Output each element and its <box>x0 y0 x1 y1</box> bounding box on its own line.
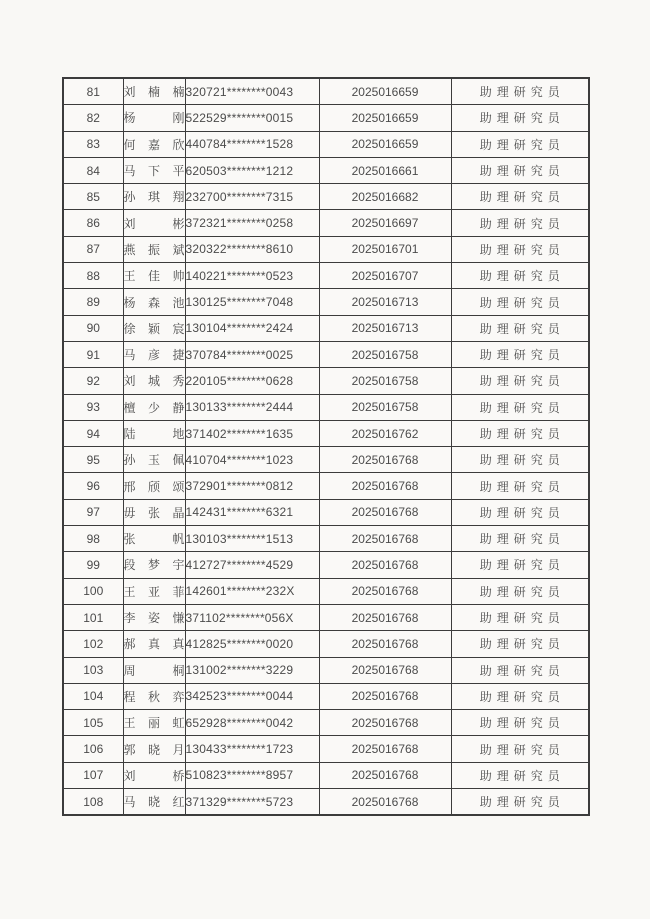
job-title-cell: 助理研究员 <box>451 289 589 315</box>
row-number-cell: 92 <box>63 368 123 394</box>
job-title-cell: 助理研究员 <box>451 683 589 709</box>
id-number-cell: 220105********0628 <box>185 368 319 394</box>
certificate-number-cell: 2025016713 <box>319 289 451 315</box>
job-title-cell: 助理研究员 <box>451 604 589 630</box>
certificate-number-cell: 2025016768 <box>319 578 451 604</box>
job-title-cell: 助理研究员 <box>451 762 589 788</box>
person-name-cell: 周桐 <box>123 657 185 683</box>
row-number-cell: 96 <box>63 473 123 499</box>
job-title-cell: 助理研究员 <box>451 157 589 183</box>
job-title-cell: 助理研究员 <box>451 105 589 131</box>
certificate-number-cell: 2025016697 <box>319 210 451 236</box>
certificate-number-cell: 2025016713 <box>319 315 451 341</box>
person-name-cell: 檀少静 <box>123 394 185 420</box>
job-title-cell: 助理研究员 <box>451 368 589 394</box>
row-number-cell: 97 <box>63 499 123 525</box>
certificate-number-cell: 2025016768 <box>319 552 451 578</box>
certificate-number-cell: 2025016768 <box>319 473 451 499</box>
id-number-cell: 410704********1023 <box>185 447 319 473</box>
id-number-cell: 342523********0044 <box>185 683 319 709</box>
job-title-cell: 助理研究员 <box>451 263 589 289</box>
row-number-cell: 95 <box>63 447 123 473</box>
person-name-cell: 刘城秀 <box>123 368 185 394</box>
table-row <box>63 552 589 578</box>
row-number-cell: 89 <box>63 289 123 315</box>
table-row <box>63 447 589 473</box>
id-number-cell: 412727********4529 <box>185 552 319 578</box>
table-row <box>63 341 589 367</box>
table-row <box>63 184 589 210</box>
row-number-cell: 102 <box>63 631 123 657</box>
id-number-cell: 522529********0015 <box>185 105 319 131</box>
id-number-cell: 652928********0042 <box>185 710 319 736</box>
table-row <box>63 683 589 709</box>
certificate-number-cell: 2025016758 <box>319 341 451 367</box>
person-name-cell: 刘桥 <box>123 762 185 788</box>
row-number-cell: 85 <box>63 184 123 210</box>
table-row <box>63 78 589 105</box>
certificate-number-cell: 2025016768 <box>319 447 451 473</box>
certificate-number-cell: 2025016768 <box>319 710 451 736</box>
person-name-cell: 燕振斌 <box>123 236 185 262</box>
job-title-cell: 助理研究员 <box>451 499 589 525</box>
table-row <box>63 394 589 420</box>
table-row <box>63 736 589 762</box>
person-name-cell: 郝真真 <box>123 631 185 657</box>
certificate-number-cell: 2025016762 <box>319 420 451 446</box>
row-number-cell: 104 <box>63 683 123 709</box>
id-number-cell: 372901********0812 <box>185 473 319 499</box>
table-row <box>63 789 589 816</box>
row-number-cell: 100 <box>63 578 123 604</box>
row-number-cell: 87 <box>63 236 123 262</box>
table-row <box>63 473 589 499</box>
person-name-cell: 杨森池 <box>123 289 185 315</box>
certificate-number-cell: 2025016682 <box>319 184 451 210</box>
table-row <box>63 131 589 157</box>
row-number-cell: 94 <box>63 420 123 446</box>
certificate-number-cell: 2025016768 <box>319 736 451 762</box>
person-name-cell: 陆地 <box>123 420 185 446</box>
table-row <box>63 368 589 394</box>
row-number-cell: 91 <box>63 341 123 367</box>
row-number-cell: 86 <box>63 210 123 236</box>
person-name-cell: 孙玉佩 <box>123 447 185 473</box>
person-name-cell: 杨刚 <box>123 105 185 131</box>
job-title-cell: 助理研究员 <box>451 578 589 604</box>
person-name-cell: 段梦宇 <box>123 552 185 578</box>
certificate-number-cell: 2025016758 <box>319 394 451 420</box>
id-number-cell: 130104********2424 <box>185 315 319 341</box>
id-number-cell: 142431********6321 <box>185 499 319 525</box>
certificate-number-cell: 2025016659 <box>319 131 451 157</box>
job-title-cell: 助理研究员 <box>451 447 589 473</box>
job-title-cell: 助理研究员 <box>451 78 589 105</box>
row-number-cell: 82 <box>63 105 123 131</box>
table-row <box>63 762 589 788</box>
certificate-number-cell: 2025016659 <box>319 78 451 105</box>
job-title-cell: 助理研究员 <box>451 552 589 578</box>
person-name-cell: 程秋弈 <box>123 683 185 709</box>
id-number-cell: 232700********7315 <box>185 184 319 210</box>
id-number-cell: 371329********5723 <box>185 789 319 816</box>
certificate-number-cell: 2025016768 <box>319 789 451 816</box>
job-title-cell: 助理研究员 <box>451 789 589 816</box>
table-row <box>63 420 589 446</box>
table-row <box>63 263 589 289</box>
id-number-cell: 440784********1528 <box>185 131 319 157</box>
table-row <box>63 578 589 604</box>
id-number-cell: 131002********3229 <box>185 657 319 683</box>
job-title-cell: 助理研究员 <box>451 710 589 736</box>
person-name-cell: 马晓红 <box>123 789 185 816</box>
person-name-cell: 徐颖宸 <box>123 315 185 341</box>
job-title-cell: 助理研究员 <box>451 210 589 236</box>
table-row <box>63 657 589 683</box>
person-name-cell: 马彦捷 <box>123 341 185 367</box>
row-number-cell: 105 <box>63 710 123 736</box>
job-title-cell: 助理研究员 <box>451 394 589 420</box>
person-name-cell: 邢颀颂 <box>123 473 185 499</box>
job-title-cell: 助理研究员 <box>451 631 589 657</box>
person-name-cell: 刘彬 <box>123 210 185 236</box>
row-number-cell: 107 <box>63 762 123 788</box>
job-title-cell: 助理研究员 <box>451 736 589 762</box>
row-number-cell: 90 <box>63 315 123 341</box>
person-name-cell: 刘楠楠 <box>123 78 185 105</box>
id-number-cell: 130103********1513 <box>185 526 319 552</box>
row-number-cell: 108 <box>63 789 123 816</box>
id-number-cell: 140221********0523 <box>185 263 319 289</box>
person-name-cell: 李姿慊 <box>123 604 185 630</box>
person-name-cell: 张帆 <box>123 526 185 552</box>
table-row <box>63 631 589 657</box>
person-name-cell: 王亚菲 <box>123 578 185 604</box>
row-number-cell: 88 <box>63 263 123 289</box>
certificate-number-cell: 2025016768 <box>319 683 451 709</box>
id-number-cell: 371102********056X <box>185 604 319 630</box>
job-title-cell: 助理研究员 <box>451 657 589 683</box>
id-number-cell: 412825********0020 <box>185 631 319 657</box>
row-number-cell: 99 <box>63 552 123 578</box>
id-number-cell: 372321********0258 <box>185 210 319 236</box>
table-row <box>63 105 589 131</box>
id-number-cell: 130433********1723 <box>185 736 319 762</box>
id-number-cell: 510823********8957 <box>185 762 319 788</box>
job-title-cell: 助理研究员 <box>451 526 589 552</box>
id-number-cell: 142601********232X <box>185 578 319 604</box>
certificate-number-cell: 2025016701 <box>319 236 451 262</box>
table-row <box>63 210 589 236</box>
table-row <box>63 499 589 525</box>
table-row <box>63 710 589 736</box>
id-number-cell: 320322********8610 <box>185 236 319 262</box>
row-number-cell: 81 <box>63 78 123 105</box>
certificate-number-cell: 2025016768 <box>319 526 451 552</box>
row-number-cell: 98 <box>63 526 123 552</box>
person-name-cell: 王丽虹 <box>123 710 185 736</box>
person-name-cell: 孙琪翔 <box>123 184 185 210</box>
row-number-cell: 93 <box>63 394 123 420</box>
roster-table-body <box>63 78 589 815</box>
person-name-cell: 王佳帅 <box>123 263 185 289</box>
job-title-cell: 助理研究员 <box>451 236 589 262</box>
table-row <box>63 604 589 630</box>
certificate-number-cell: 2025016768 <box>319 499 451 525</box>
job-title-cell: 助理研究员 <box>451 315 589 341</box>
certificate-number-cell: 2025016768 <box>319 762 451 788</box>
job-title-cell: 助理研究员 <box>451 184 589 210</box>
row-number-cell: 103 <box>63 657 123 683</box>
job-title-cell: 助理研究员 <box>451 131 589 157</box>
job-title-cell: 助理研究员 <box>451 473 589 499</box>
id-number-cell: 320721********0043 <box>185 78 319 105</box>
row-number-cell: 101 <box>63 604 123 630</box>
id-number-cell: 620503********1212 <box>185 157 319 183</box>
certificate-number-cell: 2025016768 <box>319 657 451 683</box>
row-number-cell: 106 <box>63 736 123 762</box>
person-name-cell: 何嘉欣 <box>123 131 185 157</box>
job-title-cell: 助理研究员 <box>451 420 589 446</box>
id-number-cell: 371402********1635 <box>185 420 319 446</box>
roster-table <box>62 77 590 816</box>
person-name-cell: 马下平 <box>123 157 185 183</box>
certificate-number-cell: 2025016661 <box>319 157 451 183</box>
table-row <box>63 157 589 183</box>
person-name-cell: 郭晓月 <box>123 736 185 762</box>
row-number-cell: 84 <box>63 157 123 183</box>
table-row <box>63 315 589 341</box>
certificate-number-cell: 2025016768 <box>319 631 451 657</box>
certificate-number-cell: 2025016707 <box>319 263 451 289</box>
table-row <box>63 289 589 315</box>
id-number-cell: 130125********7048 <box>185 289 319 315</box>
table-row <box>63 236 589 262</box>
id-number-cell: 130133********2444 <box>185 394 319 420</box>
id-number-cell: 370784********0025 <box>185 341 319 367</box>
certificate-number-cell: 2025016659 <box>319 105 451 131</box>
person-name-cell: 毋张晶 <box>123 499 185 525</box>
row-number-cell: 83 <box>63 131 123 157</box>
certificate-number-cell: 2025016768 <box>319 604 451 630</box>
certificate-number-cell: 2025016758 <box>319 368 451 394</box>
table-row <box>63 526 589 552</box>
job-title-cell: 助理研究员 <box>451 341 589 367</box>
